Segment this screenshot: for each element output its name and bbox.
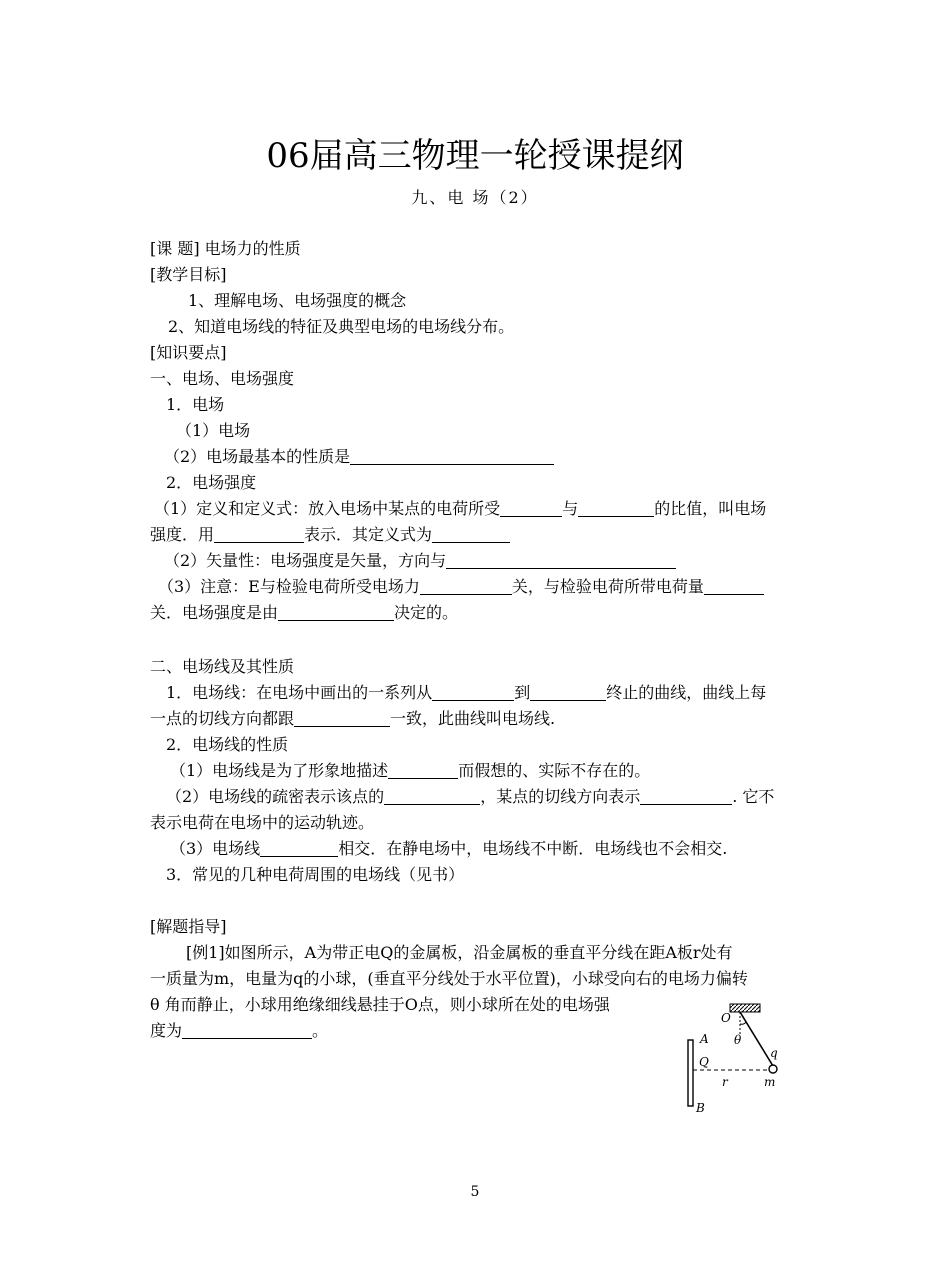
item-text: . 它不 [732,787,775,806]
item-2-2-1 [170,760,650,782]
goal-1: 1、理解电场、电场强度的概念 [188,291,407,310]
item-text: 一致，此曲线叫电场线. [390,709,556,728]
page-subtitle: 九、电 场（2） [411,188,539,207]
item-1-1-2 [164,446,554,468]
item-text: 相交．在静电场中，电场线不中断．电场线也不会相交. [338,839,728,858]
item-text: （2）电场线的疏密表示该点的 [166,787,385,806]
item-text: （2）矢量性：电场强度是矢量，方向与 [164,551,447,570]
label-m: m [764,1075,776,1089]
answer-blank [182,1022,312,1039]
item-2-3: 3．常见的几种电荷周围的电场线（见书） [166,865,465,884]
page-number: 5 [470,1184,480,1200]
item-text: （1）定义和定义式：放入电场中某点的电荷所受 [154,499,501,518]
item-2-1-cont [150,708,555,730]
metal-plate [688,1040,693,1106]
item-text: 与 [562,499,579,518]
answer-blank [214,526,304,543]
topic-tag: [课 题] [150,239,200,258]
label-q-plate: Q [699,1055,709,1069]
answer-blank [278,604,394,621]
item-1-2-2 [164,550,676,572]
item-text: 关．电场强度是由 [150,603,279,622]
label-r: r [722,1075,728,1089]
label-q-ball: q [770,1046,778,1060]
item-2-2-2 [166,786,774,808]
example-1-line-2: 一质量为m，电量为q的小球，(垂直平分线处于水平位置)，小球受向右的电场力偏转 [150,969,748,988]
answer-blank [446,552,676,569]
item-1-2: 2．电场强度 [166,473,257,492]
example-1-line-3: θ 角而静止，小球用绝缘细线悬挂于O点，则小球所在处的电场强 [150,995,610,1014]
item-1-2-3 [158,576,764,598]
points-heading: [知识要点] [150,343,227,362]
charged-ball [769,1065,777,1073]
item-text: （1）电场线是为了形象地描述 [170,761,389,780]
item-text: 到 [514,683,531,702]
item-text: ，某点的切线方向表示 [480,787,641,806]
item-text: （3）注意：E与检验电荷所受电场力 [158,577,420,596]
topic-line [150,238,301,260]
guide-heading: [解题指导] [150,917,227,936]
item-text: 关，与检验电荷所带电荷量 [511,577,704,596]
answer-blank [294,710,390,727]
ceiling-support [730,1004,760,1012]
answer-blank [260,840,338,857]
example-1-line-1: [例1]如图所示，A为带正电Q的金属板，沿金属板的垂直平分线在距A板r处有 [186,943,733,962]
thread [740,1012,773,1066]
item-text: 。 [312,1021,329,1040]
item-text: 表示．其定义式为 [304,525,433,544]
goals-heading: [教学目标] [150,265,227,284]
item-text: （2）电场最基本的性质是 [164,447,351,466]
item-2-1 [166,682,766,704]
label-b: B [696,1101,705,1115]
answer-blank [384,788,480,805]
item-text: （3）电场线 [170,839,261,858]
angle-arc [740,1022,746,1024]
label-theta: θ [734,1033,742,1047]
answer-blank [432,526,510,543]
example-1-line-4 [150,1020,328,1042]
answer-blank [530,684,606,701]
answer-blank [350,448,554,465]
answer-blank [640,788,732,805]
item-2-2: 2．电场线的性质 [166,735,289,754]
answer-blank [500,500,562,517]
item-text: 1．电场线：在电场中画出的一系列从 [166,683,433,702]
item-text: 一点的切线方向都跟 [150,709,295,728]
label-a: A [700,1032,709,1046]
page-title: 06届高三物理一轮授课提纲 [266,136,684,176]
item-1-2-3-cont [150,602,458,624]
example-1-figure [676,998,816,1116]
answer-blank [704,578,764,595]
answer-blank [432,684,514,701]
label-o: O [721,1011,731,1025]
item-1-1-1: （1）电场 [176,421,251,440]
answer-blank [420,578,512,595]
answer-blank [388,762,458,779]
item-text: 强度．用 [150,525,215,544]
item-text: 而假想的、实际不存在的。 [458,761,651,780]
section-1-heading: 一、电场、电场强度 [150,369,295,388]
item-text: 决定的。 [394,603,459,622]
item-2-2-2-cont: 表示电荷在电场中的运动轨迹。 [150,813,375,832]
topic-text: 电场力的性质 [204,239,301,258]
item-1-1: 1．电场 [166,395,225,414]
answer-blank [578,500,654,517]
goal-2: 2、知道电场线的特征及典型电场的电场线分布。 [168,317,515,336]
item-text: 度为 [150,1021,183,1040]
item-text: 的比值，叫电场 [654,499,767,518]
section-2-heading: 二、电场线及其性质 [150,657,295,676]
item-1-2-1 [154,498,766,520]
item-text: 终止的曲线，曲线上每 [606,683,767,702]
item-1-2-1-cont [150,524,510,546]
item-2-2-3 [170,838,727,860]
